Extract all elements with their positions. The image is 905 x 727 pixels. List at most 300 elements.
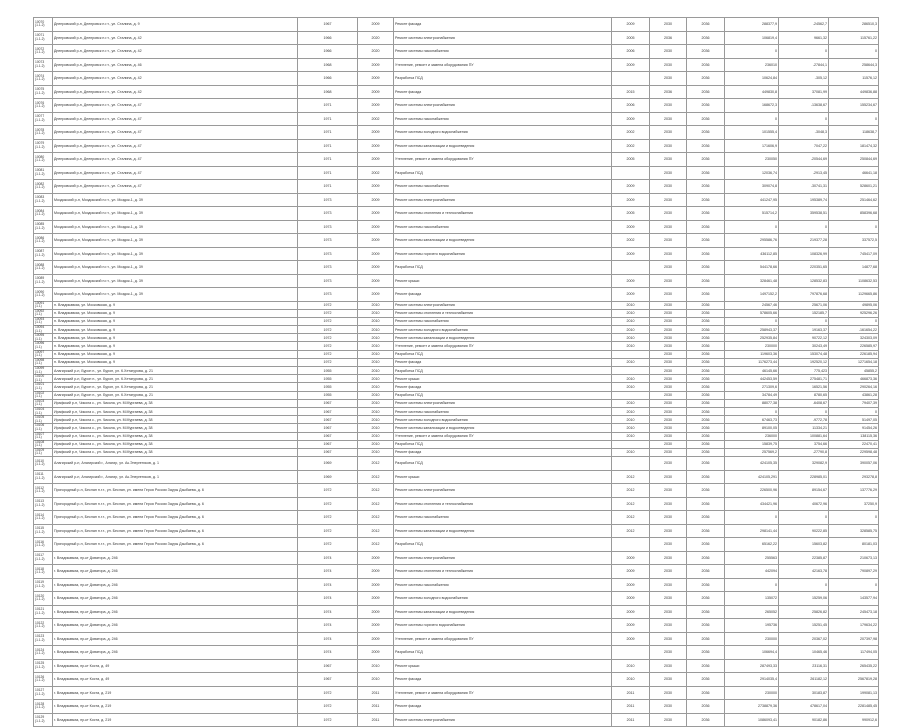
table-cell: 2030 (650, 274, 687, 288)
table-cell: 2009 (358, 565, 394, 579)
table-row (34, 334, 879, 342)
table-cell: 2030 (650, 713, 687, 727)
table-cell: Разработка ПСД (394, 457, 612, 471)
table-cell: Ремонт системы электроснабжения (394, 551, 612, 565)
table-cell: 1974 (298, 632, 358, 646)
table-cell: 436112,85 (725, 247, 779, 261)
table-cell: Ремонт фасада (394, 700, 612, 714)
table-cell: 229598,48 (829, 448, 879, 456)
table-cell: 1972 (298, 301, 358, 309)
table-cell: 10080 (1.1.2) (34, 153, 53, 167)
table-row (34, 234, 879, 248)
table-cell: 309074,8 (725, 180, 779, 194)
table-cell: 207397,98 (829, 632, 879, 646)
table-cell: -27790,8 (779, 448, 829, 456)
table-cell: Алагирский р-н, Бурон п., ул. Бурон, ул. К.Хетагурова, д. 21 (53, 375, 298, 383)
table-cell: 2010 (358, 416, 394, 424)
table-cell: 1971 (298, 153, 358, 167)
table-cell: 119603,36 (725, 350, 779, 358)
table-cell: 288377,9 (725, 18, 779, 32)
table-row (34, 18, 879, 32)
table-cell: 2010 (612, 673, 650, 687)
table-cell: 2030 (650, 511, 687, 525)
table-cell: 2030 (650, 99, 687, 113)
table-cell: 106694,4 (725, 646, 779, 660)
table-row (34, 605, 879, 619)
table-cell: 2036 (687, 383, 725, 391)
table-cell: 10106 (1.1) (34, 424, 53, 432)
table-cell: 10123 (1.1.2) (34, 632, 53, 646)
table-cell: 2010 (358, 659, 394, 673)
table-cell: 328461,48 (725, 274, 779, 288)
table-cell: Ремонт крыши (394, 470, 612, 484)
table-cell: Алагирский р-н, Бурон п., ул. Бурон, ул. К.Хетагурова, д. 21 (53, 391, 298, 399)
table-cell: Алагирский р-н, Бурон п., ул. Бурон, ул. К.Хетагурова, д. 21 (53, 367, 298, 375)
table-cell: 24567,46 (725, 301, 779, 309)
table-cell: 2002 (358, 166, 394, 180)
table-cell: Ремонт фасада (394, 85, 612, 99)
table-cell: 2010 (612, 416, 650, 424)
table-cell: 2030 (650, 72, 687, 86)
table-cell: г. Владикавказ, пр-кт Коста, д. 219 (53, 713, 298, 727)
table-row (34, 399, 879, 407)
table-cell: 10097 (1.1) (34, 350, 53, 358)
table-cell: 287493,33 (725, 659, 779, 673)
table-cell: 10116 (1.1.2) (34, 538, 53, 552)
table-cell: 578605,66 (725, 309, 779, 317)
table-cell: 2002 (612, 234, 650, 248)
table-cell: 2036 (687, 247, 725, 261)
table-cell: Ремонт системы отопления и теплоснабжения (394, 565, 612, 579)
table-cell: 2030 (650, 551, 687, 565)
table-cell: 181474,32 (829, 139, 879, 153)
table-row (34, 713, 879, 727)
table-cell: 2030 (650, 334, 687, 342)
table-cell: 90182,86 (779, 713, 829, 727)
table-row (34, 659, 879, 673)
table-cell: 1955 (298, 375, 358, 383)
table-cell: 2012 (358, 457, 394, 471)
table-cell: 0 (829, 407, 879, 415)
table-row (34, 424, 879, 432)
table-cell: 1973 (298, 247, 358, 261)
table-cell: Днепровский р-н, Днепровск п.г.т., ул. Сталина, д. 42 (53, 85, 298, 99)
table-cell: 179634,22 (829, 619, 879, 633)
table-cell: 2036 (650, 31, 687, 45)
table-cell: 2030 (650, 261, 687, 275)
table-cell: 2009 (358, 234, 394, 248)
table-cell: 10107 (1.1) (34, 432, 53, 440)
table-cell: 1966 (298, 45, 358, 59)
table-cell: 2036 (687, 350, 725, 358)
table-cell (612, 166, 650, 180)
table-cell: Моздокский р-н, Моздокский п.г.т., ул. Моздок-1, д. 39 (53, 207, 298, 221)
table-cell: 228985,01 (779, 470, 829, 484)
table-cell: 1972 (298, 350, 358, 358)
table-cell: 10110 (1.1.2) (34, 457, 53, 471)
table-cell: Моздокский р-н, Моздокский п.г.т., ул. Моздок-1, д. 39 (53, 274, 298, 288)
table-cell: 2012 (612, 484, 650, 498)
table-cell: 2010 (612, 448, 650, 456)
table-cell: 1974 (298, 578, 358, 592)
table-cell: 117494,05 (829, 646, 879, 660)
table-cell: п. Владикавказ, ул. Московская, д. 9 (53, 342, 298, 350)
table-cell: 1972 (298, 538, 358, 552)
table-cell (612, 440, 650, 448)
table-cell: Утепление, ремонт и замена оборудования ПУ (394, 153, 612, 167)
table-cell: 22385,87 (779, 551, 829, 565)
table-cell: 2030 (650, 234, 687, 248)
table-cell: 1972 (298, 334, 358, 342)
table-cell: 2036 (687, 391, 725, 399)
table-cell: 2012 (612, 511, 650, 525)
table-cell: 10624,84 (725, 72, 779, 86)
table-cell: 2012 (358, 497, 394, 511)
table-cell: 22470,41 (829, 440, 879, 448)
table-cell: 2036 (687, 180, 725, 194)
table-cell: 250844,69 (829, 153, 879, 167)
table-cell: Пригородный р-н, Беслан п.г.т., ул. Беслан, ул. имени Героя России Зауры Дзыбаева, д. 6 (53, 524, 298, 538)
table-row (34, 317, 879, 325)
table-cell: 2010 (612, 342, 650, 350)
table-row (34, 470, 879, 484)
table-cell: 195736 (725, 619, 779, 633)
table-row (34, 511, 879, 525)
table-cell: 2010 (358, 673, 394, 687)
table-cell: 20367,02 (779, 632, 829, 646)
table-cell: 2009 (612, 632, 650, 646)
table-cell: Пригородный р-н, Беслан п.г.т., ул. Беслан, ул. имени Героя России Зауры Дзыбаева, д. 6 (53, 538, 298, 552)
table-cell: 10085 (1.1.2) (34, 220, 53, 234)
table-cell: 1955 (298, 367, 358, 375)
table-cell: 2009 (612, 18, 650, 32)
table-cell: 2036 (687, 31, 725, 45)
table-cell: 10105 (1.1) (34, 416, 53, 424)
table-cell: 2036 (687, 673, 725, 687)
table-cell: Ремонт системы газоснабжения (394, 578, 612, 592)
table-cell: 528601,21 (829, 180, 879, 194)
table-cell: 2009 (612, 180, 650, 194)
table-cell: 1972 (298, 309, 358, 317)
table-cell: 2010 (612, 317, 650, 325)
table-cell: 1974 (298, 551, 358, 565)
table-row (34, 193, 879, 207)
table-cell: 80181,03 (829, 538, 879, 552)
table-cell: 128532,83 (779, 274, 829, 288)
table-cell: 2030 (650, 659, 687, 673)
table-cell: 2030 (650, 153, 687, 167)
table-cell: п. Владикавказ, ул. Московская, д. 9 (53, 317, 298, 325)
table-cell: 101555,4 (725, 126, 779, 140)
capital-repair-table (33, 17, 879, 727)
table-cell: 2036 (687, 440, 725, 448)
table-cell: Моздокский р-н, Моздокский п.г.т., ул. Моздок-1, д. 39 (53, 247, 298, 261)
table-cell: 2002 (612, 126, 650, 140)
table-cell: Ирафский р-н, Чикола с., ул. Чикола, ул. М.Мургаева, д. 38 (53, 440, 298, 448)
table-cell: -20544,69 (779, 153, 829, 167)
table-cell: 2036 (687, 457, 725, 471)
table-cell: Пригородный р-н, Беслан п.г.т., ул. Беслан, ул. имени Героя России Зауры Дзыбаева, д. 6 (53, 511, 298, 525)
table-cell: 745417,09 (829, 247, 879, 261)
table-cell: 2010 (612, 407, 650, 415)
table-cell: 10111 (1.1.2) (34, 470, 53, 484)
table-cell: 30243,49 (779, 342, 829, 350)
table-cell: 1968 (298, 58, 358, 72)
table-cell (612, 391, 650, 399)
table-cell: Ремонт системы горячего водоснабжения (394, 247, 612, 261)
table-cell: 1972 (298, 524, 358, 538)
table-cell: 91454,26 (829, 424, 879, 432)
table-cell: 2010 (358, 424, 394, 432)
table-cell: 424105,35 (725, 457, 779, 471)
table-cell: 10118 (1.1.2) (34, 565, 53, 579)
table-cell: 261182,12 (779, 673, 829, 687)
table-cell: 10119 (1.1.2) (34, 578, 53, 592)
table-cell: 1973 (298, 261, 358, 275)
table-cell: 1974 (298, 605, 358, 619)
table-row (34, 565, 879, 579)
table-cell: 2036 (687, 99, 725, 113)
table-cell: 1974 (298, 565, 358, 579)
table-cell: Разработка ПСД (394, 72, 612, 86)
table-cell: 2030 (650, 247, 687, 261)
table-cell: 265052 (725, 605, 779, 619)
table-cell: 220351,65 (779, 261, 829, 275)
table-row (34, 274, 879, 288)
table-cell: 2012 (612, 470, 650, 484)
table-cell: Ремонт системы холодного водоснабжения (394, 592, 612, 606)
table-cell: 152185,7 (779, 309, 829, 317)
table-cell: 324303,09 (829, 334, 879, 342)
table-cell: г. Владикавказ, пр-кт Коста, д. 49 (53, 659, 298, 673)
table-cell: -3048,3 (779, 126, 829, 140)
table-cell: 2036 (687, 686, 725, 700)
table-cell: Днепровский р-н, Днепровск п.г.т., ул. Сталина, д. 47 (53, 139, 298, 153)
table-cell: 2030 (650, 309, 687, 317)
table-cell: 252935,84 (725, 334, 779, 342)
table-cell: г. Владикавказ, пр-кт Доватора, д. 246 (53, 605, 298, 619)
table-row (34, 686, 879, 700)
table-cell: Днепровский р-н, Днепровск п.г.т., ул. Сталина, д. 42 (53, 72, 298, 86)
table-cell: 2036 (687, 126, 725, 140)
table-cell: Ремонт системы отопления и теплоснабжения (394, 207, 612, 221)
table-row (34, 457, 879, 471)
table-cell: 2009 (358, 99, 394, 113)
table-cell: 2036 (687, 153, 725, 167)
table-cell: 2009 (358, 619, 394, 633)
table-cell: п. Владикавказ, ул. Московская, д. 9 (53, 358, 298, 366)
table-cell: 12036,74 (725, 166, 779, 180)
table-cell: Ремонт системы газоснабжения (394, 511, 612, 525)
table-cell: Днепровский р-н, Днепровск п.г.т., ул. Сталина, д. 42 (53, 45, 298, 59)
table-cell: 168672,3 (725, 99, 779, 113)
table-cell: Ремонт системы газоснабжения (394, 112, 612, 126)
table-cell: Ирафский р-н, Чикола с., ул. Чикола, ул. М.Мургаева, д. 38 (53, 407, 298, 415)
table-cell: 2030 (650, 484, 687, 498)
table-cell: 2036 (687, 342, 725, 350)
table-cell: 275481,71 (779, 375, 829, 383)
table-cell: 51497,05 (829, 416, 879, 424)
table-cell: 2030 (650, 424, 687, 432)
table-cell: 2010 (612, 309, 650, 317)
table-cell: 2011 (358, 686, 394, 700)
table-cell: 2010 (612, 334, 650, 342)
table-cell: 10076 (1.1.2) (34, 99, 53, 113)
table-cell: Ремонт системы канализации и водоотведения (394, 234, 612, 248)
table-cell: 2010 (358, 432, 394, 440)
table-cell: 271309,6 (725, 383, 779, 391)
table-cell: г. Владикавказ, пр-кт Коста, д. 219 (53, 700, 298, 714)
table-row (34, 247, 879, 261)
table-cell: 10113 (1.1.2) (34, 497, 53, 511)
table-cell: 1967 (298, 432, 358, 440)
table-cell: 100881,64 (779, 432, 829, 440)
table-cell: 2036 (687, 605, 725, 619)
table-cell: 2010 (612, 424, 650, 432)
table-row (34, 58, 879, 72)
table-cell: 2036 (687, 407, 725, 415)
table-cell: 2036 (687, 524, 725, 538)
table-cell: 434421,96 (725, 497, 779, 511)
table-cell: 1973 (298, 193, 358, 207)
table-cell: Днепровский р-н, Днепровск п.г.т., ул. Сталина, д. 47 (53, 99, 298, 113)
table-cell: 10125 (1.1.2) (34, 659, 53, 673)
table-cell: п. Владикавказ, ул. Московская, д. 9 (53, 326, 298, 334)
table-cell: 10073 (1.1.2) (34, 58, 53, 72)
table-cell: Ремонт фасада (394, 18, 612, 32)
table-cell: 2036 (687, 309, 725, 317)
table-cell: 2010 (612, 432, 650, 440)
table-cell: 2036 (687, 72, 725, 86)
table-cell: 2036 (687, 578, 725, 592)
table-cell: 290264,16 (829, 383, 879, 391)
table-cell: 2036 (687, 193, 725, 207)
table-cell: 2036 (687, 497, 725, 511)
table-cell: 10095 (1.1) (34, 334, 53, 342)
table-cell: 2030 (650, 358, 687, 366)
table-cell: 1968 (298, 85, 358, 99)
table-row (34, 407, 879, 415)
table-cell: 2036 (687, 334, 725, 342)
table-cell: 1967 (298, 440, 358, 448)
table-cell: 10079 (1.1.2) (34, 139, 53, 153)
table-cell: 2030 (650, 317, 687, 325)
table-cell: 775,423 (779, 367, 829, 375)
table-cell: 10090 (1.1.2) (34, 288, 53, 302)
table-cell: Ремонт фасада (394, 448, 612, 456)
table-cell: 2012 (358, 484, 394, 498)
table-cell: 2009 (612, 551, 650, 565)
table-cell: 0 (779, 317, 829, 325)
table-cell: 2030 (650, 193, 687, 207)
table-cell: 1967 (298, 424, 358, 432)
table-cell: 0 (725, 317, 779, 325)
table-cell: -161654,22 (829, 326, 879, 334)
table-cell: Разработка ПСД (394, 166, 612, 180)
table-cell: 0 (829, 45, 879, 59)
table-row (34, 350, 879, 358)
table-cell: 2009 (358, 72, 394, 86)
table-cell: 10112 (1.1.2) (34, 484, 53, 498)
table-cell: 230000 (725, 686, 779, 700)
table-cell: Ремонт системы газоснабжения (394, 180, 612, 194)
table-cell: 1271654,18 (829, 358, 879, 366)
table-cell: 2030 (650, 126, 687, 140)
table-cell: 10100 (1.1) (34, 375, 53, 383)
table-cell: 2009 (612, 220, 650, 234)
table-cell: 2036 (687, 139, 725, 153)
table-cell: Разработка ПСД (394, 350, 612, 358)
table-cell: 2012 (612, 497, 650, 511)
table-cell: 2030 (650, 375, 687, 383)
table-cell: 2030 (650, 470, 687, 484)
table-cell: 1969 (298, 470, 358, 484)
table-cell: 15259,06 (779, 592, 829, 606)
table-row (34, 180, 879, 194)
table-cell: 2011 (612, 700, 650, 714)
table-cell: -2913,45 (779, 166, 829, 180)
table-cell: 10109 (1.1) (34, 448, 53, 456)
table-cell: 1966 (298, 31, 358, 45)
table-cell: 1972 (298, 342, 358, 350)
table-row (34, 301, 879, 309)
table-cell: 2030 (650, 632, 687, 646)
table-cell: 2030 (650, 350, 687, 358)
table-cell: 226500,96 (725, 484, 779, 498)
table-cell: 2020 (358, 45, 394, 59)
table-cell: 43861,28 (829, 391, 879, 399)
table-cell: 2036 (650, 85, 687, 99)
table-cell: 195389,74 (779, 193, 829, 207)
table-cell: Днепровский р-н, Днепровск п.г.т., ул. Сталина, д. 9 (53, 18, 298, 32)
table-cell: г. Владикавказ, пр-кт Доватора, д. 246 (53, 619, 298, 633)
table-cell (612, 457, 650, 471)
table-row (34, 383, 879, 391)
table-cell: 137776,29 (829, 484, 879, 498)
table-cell: 2010 (612, 301, 650, 309)
table-cell: 2036 (687, 592, 725, 606)
table-cell: 2010 (358, 358, 394, 366)
table-cell: 2036 (687, 470, 725, 484)
table-cell: Утепление, ремонт и замена оборудования ПУ (394, 58, 612, 72)
table-cell: 10102 (1.1) (34, 391, 53, 399)
table-cell: 2567819,28 (829, 673, 879, 687)
table-cell: 2036 (687, 367, 725, 375)
table-cell: 10099 (1.1) (34, 367, 53, 375)
table-cell: Ирафский р-н, Чикола с., ул. Чикола, ул. М.Мургаева, д. 38 (53, 416, 298, 424)
table-cell: Ирафский р-н, Чикола с., ул. Чикола, ул. М.Мургаева, д. 38 (53, 399, 298, 407)
table-cell: 10087 (1.1.2) (34, 247, 53, 261)
table-cell: 2009 (358, 578, 394, 592)
table-cell: 2002 (612, 139, 650, 153)
table-cell: Моздокский р-н, Моздокский п.г.т., ул. Моздок-1, д. 39 (53, 193, 298, 207)
table-cell: 2036 (687, 301, 725, 309)
table-cell: 1973 (298, 274, 358, 288)
table-row (34, 448, 879, 456)
table-cell: 2036 (687, 646, 725, 660)
table-cell: 2009 (612, 578, 650, 592)
table-cell: п. Владикавказ, ул. Московская, д. 9 (53, 350, 298, 358)
table-cell: 10126 (1.1.2) (34, 673, 53, 687)
table-cell: Ремонт системы канализации и водоотведения (394, 424, 612, 432)
table-cell: Днепровский р-н, Днепровск п.г.т., ул. Сталина, д. 47 (53, 112, 298, 126)
table-cell: 2030 (650, 58, 687, 72)
table-cell: 2010 (358, 375, 394, 383)
table-cell: п. Владикавказ, ул. Московская, д. 9 (53, 309, 298, 317)
table-cell: 2010 (358, 317, 394, 325)
table-cell: 925296,26 (829, 309, 879, 317)
table-cell: 135072 (725, 592, 779, 606)
